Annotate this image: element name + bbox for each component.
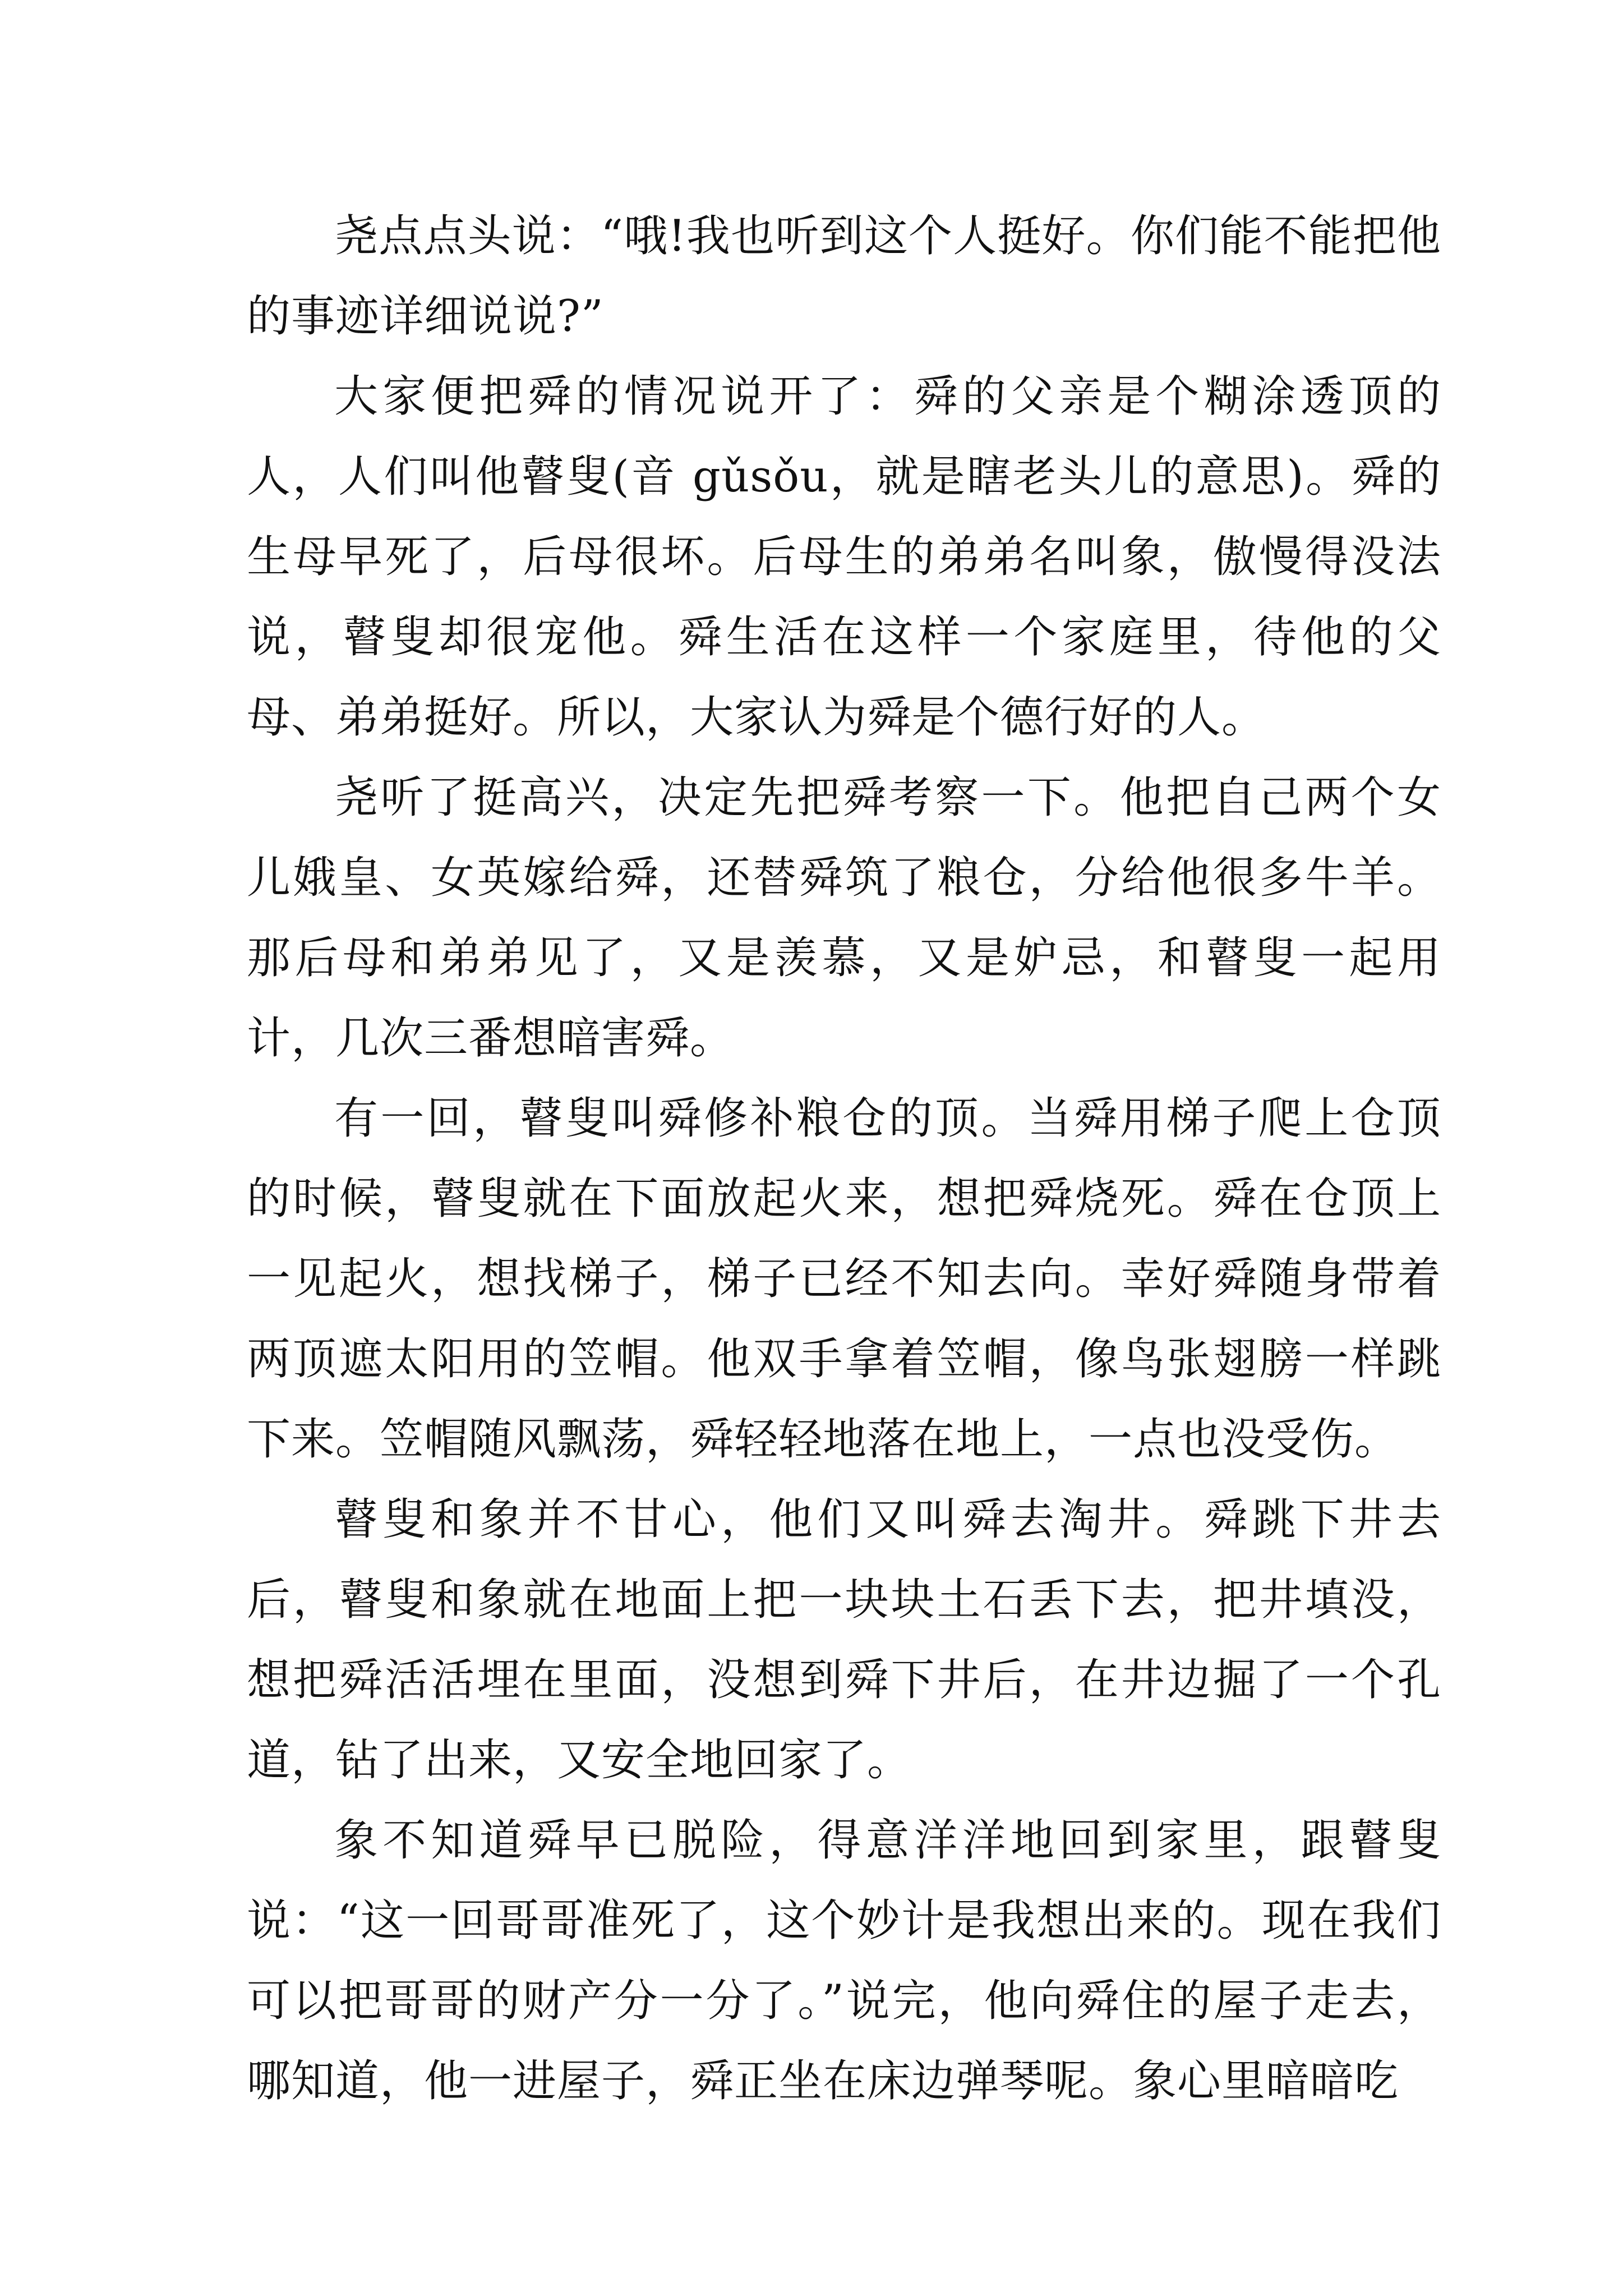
- paragraph-5: 瞽叟和象并不甘心，他们又叫舜去淘井。舜跳下井去后，瞽叟和象就在地面上把一块块土石丢下去，把井填没，想把舜活活埋在里面，没想到舜下井后，在井边掘了一个孔道，钻了出来，又安全地回家了。: [247, 1494, 1441, 1786]
- paragraph-1: 尧点点头说：“哦!我也听到这个人挺好。你们能不能把他的事迹详细说说?”: [247, 211, 1441, 342]
- paragraph-3: 尧听了挺高兴，决定先把舜考察一下。他把自己两个女儿娥皇、女英嫁给舜，还替舜筑了粮仓，分给他很多牛羊。那后母和弟弟见了，又是羡慕，又是妒忌，和瞽叟一起用计，几次三番想暗害舜。: [247, 772, 1441, 1064]
- body-text: [247, 196, 1441, 2122]
- paragraph-2: 大家便把舜的情况说开了：舜的父亲是个糊涂透顶的人，人们叫他瞽叟(音 gǔsǒu，就是瞎老头儿的意思)。舜的生母早死了，后母很坏。后母生的弟弟名叫象，傲慢得没法说，瞽叟却很宠他。舜生活在这样一个家庭里，待他的父母、弟弟挺好。所以，大家认为舜是个德行好的人。: [247, 371, 1441, 743]
- paragraph-6: 象不知道舜早已脱险，得意洋洋地回到家里，跟瞽叟说：“这一回哥哥准死了，这个妙计是我想出来的。现在我们可以把哥哥的财产分一分了。”说完，他向舜住的屋子走去，哪知道，他一进屋子，舜正坐在床边弹琴呢。象心里暗暗吃: [247, 1815, 1441, 2106]
- paragraph-4: 有一回，瞽叟叫舜修补粮仓的顶。当舜用梯子爬上仓顶的时候，瞽叟就在下面放起火来，想把舜烧死。舜在仓顶上一见起火，想找梯子，梯子已经不知去向。幸好舜随身带着两顶遮太阳用的笠帽。他双手拿着笠帽，像鸟张翅膀一样跳下来。笠帽随风飘荡，舜轻轻地落在地上，一点也没受伤。: [247, 1093, 1441, 1465]
